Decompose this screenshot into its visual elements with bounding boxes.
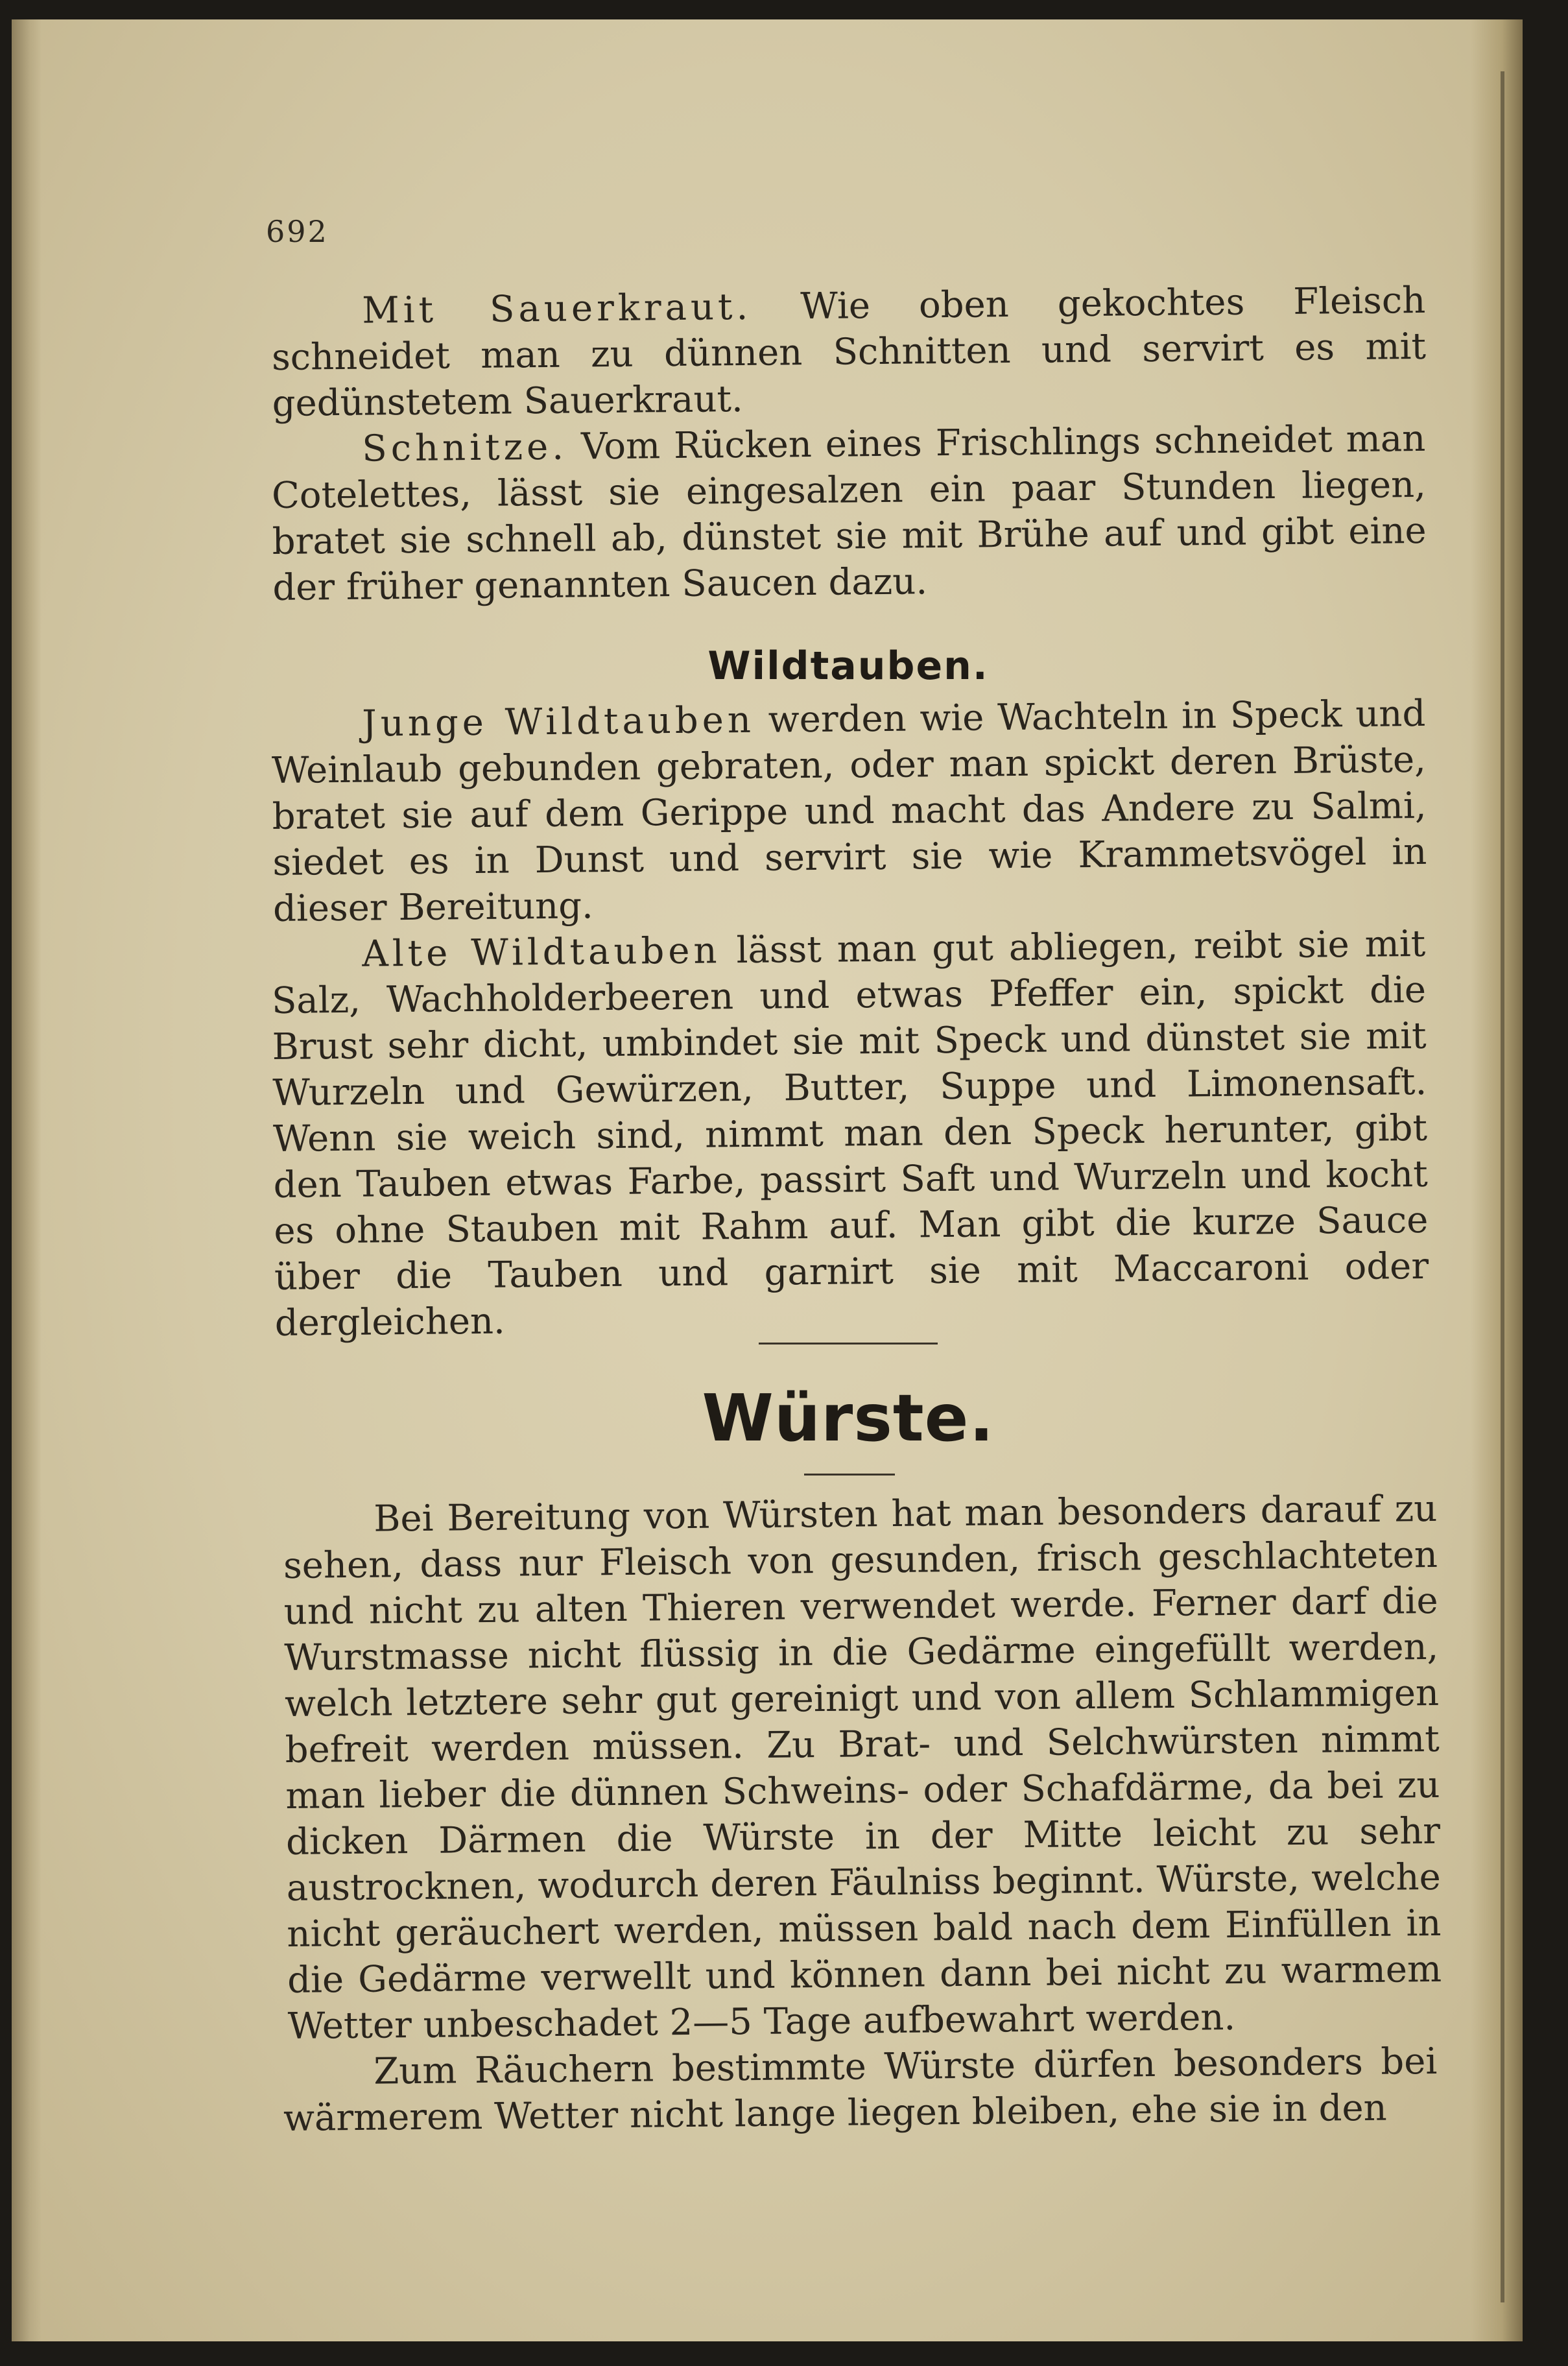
section-wurste (283, 1487, 1442, 2142)
paragraph-wurste-2: Zum Räuchern bestimmte Würste dürfen besonders bei wärmerem Wetter nicht lange liegen bleiben, ehe sie in den (283, 2040, 1438, 2140)
paragraph-wurste-1: Bei Bereitung von Würsten hat man besonders darauf zu sehen, dass nur Fleisch von gesunden, frisch geschlachteten und nicht zu alten Thieren verwendet werde. Ferner darf die Wurstmasse nicht flüssig in die Gedärme eingefüllt werden, welch letztere sehr gut gereinigt und von allem Schlammigen befreit werden müssen. Zu Brat- und Selchwürsten nimmt man lieber die dünnen Schweins- oder Schafdärme, da bei zu dicken Därmen die Würste in der Mitte leicht zu sehr austrocknen, wodurch deren Fäulniss beginnt. Würste, welche nicht geräuchert werden, müssen bald nach dem Einfüllen in die Gedärme verwellt und können dann bei nicht zu warmem Wetter unbeschadet 2—5 Tage aufbewahrt werden. (283, 1487, 1442, 2048)
page-edge (1471, 19, 1523, 2341)
section-sauerkraut (271, 279, 1427, 611)
paragraph-junge-wildtauben (271, 691, 1427, 932)
binding-strip (1501, 71, 1504, 2302)
heading-wurste: Würste. (702, 1380, 995, 1456)
divider-rule (804, 1474, 895, 1476)
paragraph-text: lässt man gut abliegen, reibt sie mit Salz, Wachholderbeeren und etwas Pfeffer ein, spickt die Brust sehr dicht, umbindet sie mit Speck und dünstet sie mit Wurzeln und Gewürzen, Butter, Suppe und Limonensaft. Wenn sie weich sind, nimmt man den Speck herunter, gibt den Tauben etwas Farbe, passirt Saft und Wurzeln und kocht es ohne Stauben mit Rahm auf. Man gibt die kurze Sauce über die Tauben und garnirt sie mit Maccaroni oder dergleichen. (271, 922, 1429, 1344)
paragraph-text: werden wie Wachteln in Speck und Weinlaub gebunden gebraten, oder man spickt deren Brüste, bratet sie auf dem Gerippe und macht das Andere zu Salmi, siedet es in Dunst und servirt sie wie Krammetsvögel in dieser Bereitung. (271, 692, 1427, 930)
heading-wildtauben: Wildtauben. (707, 643, 989, 689)
paragraph-lead: Junge Wildtauben (362, 699, 755, 745)
paragraph-sauerkraut (271, 278, 1427, 427)
paragraph-lead: Schnitze. (362, 425, 568, 470)
paragraph-lead: Alte Wildtauben (362, 929, 721, 975)
paragraph-alte-wildtauben (271, 921, 1429, 1346)
paragraph-text: Wie oben gekochtes Fleisch schneidet man zu dünnen Schnitten und servirt es mit gedünstetem Sauerkraut. (271, 279, 1427, 425)
page-number: 692 (266, 214, 329, 249)
paragraph-text: Vom Rücken eines Frischlings schneidet man Cotelettes, lässt sie eingesalzen ein paar Stunden liegen, bratet sie schnell ab, dünstet sie mit Brühe auf und gibt eine der früher genannten Saucen dazu. (271, 417, 1427, 609)
paragraph-schnitze (271, 416, 1427, 611)
divider-rule (759, 1343, 938, 1344)
section-wildtauben (271, 692, 1429, 1346)
paragraph-lead: Mit Sauerkraut. (362, 285, 752, 332)
book-page (12, 19, 1523, 2341)
